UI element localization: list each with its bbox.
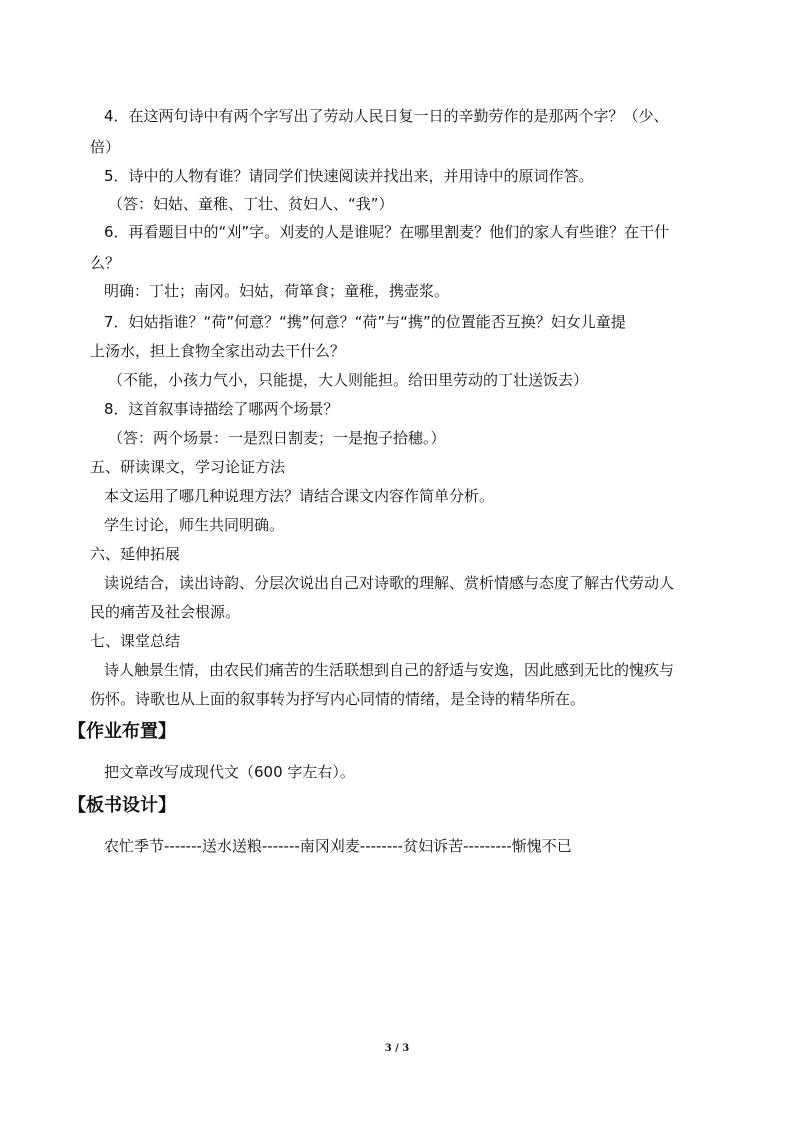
question-6-line-1: 6．再看题目中的“刈”字。刈麦的人是谁呢？在哪里割麦？他们的家人有些谁？在干什 bbox=[104, 223, 670, 241]
board-design-heading: 【板书设计】 bbox=[68, 795, 176, 816]
section-7-title: 七、课堂总结 bbox=[90, 632, 181, 650]
section-5-discussion: 学生讨论，师生共同明确。 bbox=[104, 516, 285, 534]
question-7-line-2: 上汤水，担上食物全家出动去干什么？ bbox=[90, 342, 346, 360]
section-6-title: 六、延伸拓展 bbox=[90, 545, 181, 563]
page-number: 3 / 3 bbox=[384, 1043, 410, 1054]
section-6-text-line-2: 民的痛苦及社会根源。 bbox=[90, 603, 241, 621]
section-7-text-line-2: 伤怀。诗歌也从上面的叙事转为抒写内心同情的情绪，是全诗的精华所在。 bbox=[90, 690, 586, 708]
question-4-line-1: 4．在这两句诗中有两个字写出了劳动人民日复一日的辛勤劳作的是那两个字？（少、 bbox=[104, 107, 669, 125]
question-6-line-2: 么？ bbox=[90, 254, 121, 272]
answer-8: （答：两个场景：一是烈日割麦；一是抱子拾穗。） bbox=[108, 429, 446, 447]
section-5-question: 本文运用了哪几种说理方法？请结合课文内容作简单分析。 bbox=[104, 487, 495, 505]
answer-5: （答：妇姑、童稚、丁壮、贫妇人、“我”） bbox=[108, 195, 394, 213]
question-7-line-1: 7．妇姑指谁？“荷”何意？“携”何意？“荷”与“携”的位置能否互换？妇女儿童提 bbox=[104, 313, 626, 331]
section-5-title: 五、研读课文，学习论证方法 bbox=[90, 458, 286, 476]
question-4-line-2: 倍） bbox=[90, 138, 121, 156]
question-8: 8．这首叙事诗描绘了哪两个场景？ bbox=[104, 400, 339, 418]
question-5: 5．诗中的人物有谁？请同学们快速阅读并找出来，并用诗中的原词作答。 bbox=[104, 167, 594, 185]
answer-7: （不能，小孩力气小，只能提，大人则能担。给田里劳动的丁壮送饭去） bbox=[108, 371, 589, 389]
section-6-text-line-1: 读说结合，读出诗韵、分层次说出自己对诗歌的理解、赏析情感与态度了解古代劳动人 bbox=[104, 574, 675, 592]
section-7-text-line-1: 诗人触景生情，由农民们痛苦的生活联想到自己的舒适与安逸，因此感到无比的愧疚与 bbox=[104, 661, 675, 679]
answer-6: 明确：丁壮；南冈。妇姑，荷箪食；童稚，携壶浆。 bbox=[104, 282, 450, 300]
board-design-text: 农忙季节-------送水送粮-------南冈刈麦--------贫妇诉苦---------惭愧不已 bbox=[104, 837, 572, 855]
homework-heading: 【作业布置】 bbox=[68, 721, 176, 742]
homework-text: 把文章改写成现代文（600 字左右）。 bbox=[104, 763, 355, 781]
